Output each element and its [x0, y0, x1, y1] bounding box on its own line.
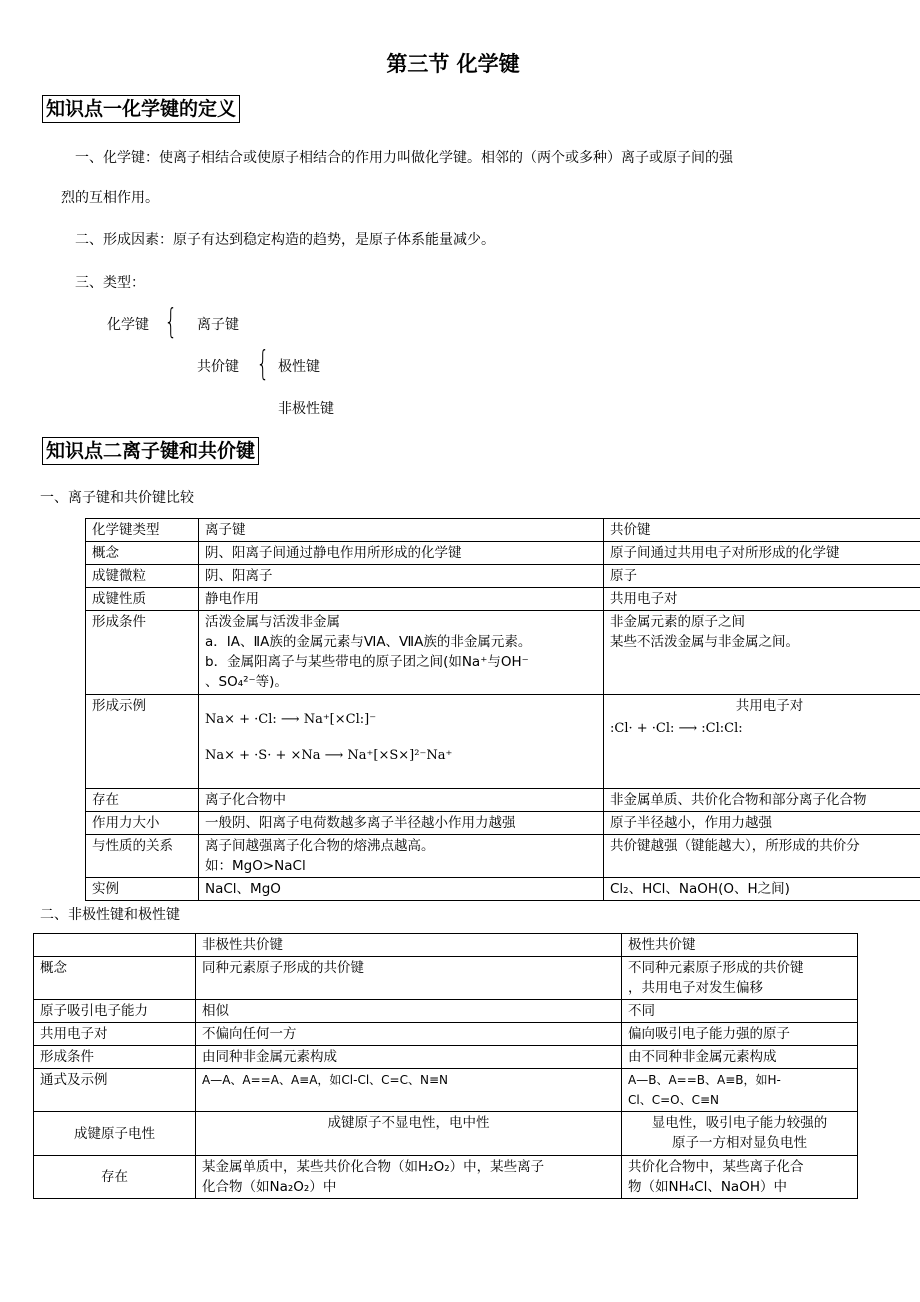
row-label: 作用力大小 [86, 812, 199, 835]
table-row [34, 1000, 858, 1023]
tree-polar: 极性键 [278, 359, 320, 375]
section-heading-1: 知识点一化学键的定义 [42, 95, 240, 123]
row-label: 与性质的关系 [86, 835, 199, 878]
polar-cell: 由不同种非金属元素构成 [622, 1046, 858, 1069]
cell-line: 物（如NH₄Cl、NaOH）中 [628, 1179, 787, 1195]
polar-cell: 偏向吸引电子能力强的原子 [622, 1023, 858, 1046]
header-cell: 共价键 [604, 519, 920, 542]
table-header-row [34, 934, 858, 957]
formula-nacl: Na× + ·Cl: ⟶ Na⁺[×Cl:]⁻ [205, 712, 377, 727]
brace-icon: { [164, 302, 178, 342]
table-row [86, 878, 920, 901]
cell-line: Cl、C=O、C≡N [628, 1093, 720, 1107]
polar-cell [622, 1069, 858, 1112]
paragraph-definition-cont: 烈的互相作用。 [61, 190, 159, 206]
table-row [34, 1023, 858, 1046]
covalent-cell: 共用电子对 [604, 588, 920, 611]
covalent-cell [604, 611, 920, 695]
table-row [34, 957, 858, 1000]
header-cell: 极性共价键 [622, 934, 858, 957]
covalent-cell: Cl₂、HCl、NaOH(O、H之间) [604, 878, 920, 901]
cell-line: ，共用电子对发生偏移 [628, 980, 763, 996]
ionic-cell [199, 835, 604, 878]
nonpolar-cell [196, 1156, 622, 1199]
header-cell [34, 934, 196, 957]
polar-cell [622, 1112, 858, 1156]
cell-line: 显电性，吸引电子能力较强的 [651, 1115, 828, 1131]
paragraph-types: 三、类型： [75, 275, 145, 291]
ionic-cell [199, 611, 604, 695]
tree-root: 化学键 [107, 317, 149, 333]
table-row [86, 565, 920, 588]
row-label: 存在 [86, 789, 199, 812]
page-title: 第三节 化学键 [386, 52, 520, 76]
row-label: 存在 [34, 1156, 196, 1199]
table-row [86, 835, 920, 878]
tree-ionic: 离子键 [197, 317, 239, 333]
table-row [86, 542, 920, 565]
cell-line: 不同种元素原子形成的共价键 [628, 960, 804, 976]
covalent-cell: 原子间通过共用电子对所形成的化学键 [604, 542, 920, 565]
table-row [34, 1156, 858, 1199]
subheading-comparison: 一、离子键和共价键比较 [40, 490, 194, 506]
row-label: 形成条件 [86, 611, 199, 695]
nonpolar-cell: 由同种非金属元素构成 [196, 1046, 622, 1069]
cell-line: 某些不活泼金属与非金属之间。 [610, 634, 799, 650]
cell-line: 共价化合物中，某些离子化合 [628, 1159, 804, 1175]
table-row [86, 789, 920, 812]
row-label: 成键性质 [86, 588, 199, 611]
header-cell: 非极性共价键 [196, 934, 622, 957]
nonpolar-cell: A—A、A==A、A≡A，如Cl-Cl、C=C、N≡N [196, 1069, 622, 1112]
cell-line: A—B、A==B、A≡B，如H- [628, 1073, 781, 1087]
cell-line: 原子一方相对显负电性 [672, 1135, 807, 1151]
covalent-cell: 非金属单质、共价化合物和部分离子化合物 [604, 789, 920, 812]
row-label: 原子吸引电子能力 [34, 1000, 196, 1023]
ionic-cell: 静电作用 [199, 588, 604, 611]
nonpolar-cell: 同种元素原子形成的共价键 [196, 957, 622, 1000]
nonpolar-cell: 不偏向任何一方 [196, 1023, 622, 1046]
cell-line: 化合物（如Na₂O₂）中 [202, 1179, 337, 1195]
polar-cell [622, 1156, 858, 1199]
cell-line: 离子间越强离子化合物的熔沸点越高。 [205, 838, 435, 854]
subheading-polarity: 二、非极性键和极性键 [40, 907, 180, 923]
nonpolar-cell: 成键原子不显电性，电中性 [196, 1112, 622, 1156]
table-row [86, 611, 920, 695]
row-label: 共用电子对 [34, 1023, 196, 1046]
ionic-cell: 一般阴、阳离子电荷数越多离子半径越小作用力越强 [199, 812, 604, 835]
covalent-cell [604, 695, 920, 789]
paragraph-factors: 二、形成因素：原子有达到稳定构造的趋势，是原子体系能量减少。 [75, 232, 495, 248]
polar-cell: 不同 [622, 1000, 858, 1023]
ionic-cell [199, 695, 604, 789]
cell-line: b．金属阳离子与某些带电的原子团之间(如Na⁺与OH⁻ [205, 654, 529, 670]
row-label: 成键微粒 [86, 565, 199, 588]
row-label: 通式及示例 [34, 1069, 196, 1112]
cell-line: 某金属单质中，某些共价化合物（如H₂O₂）中，某些离子 [202, 1159, 545, 1175]
table-row [34, 1046, 858, 1069]
header-cell: 离子键 [199, 519, 604, 542]
table-row [86, 588, 920, 611]
covalent-cell: 原子 [604, 565, 920, 588]
ionic-cell: 离子化合物中 [199, 789, 604, 812]
cell-line: 、SO₄²⁻等)。 [205, 674, 288, 690]
row-label: 形成条件 [34, 1046, 196, 1069]
cell-line: 活泼金属与活泼非金属 [205, 614, 340, 630]
table-row [86, 695, 920, 789]
row-label: 形成示例 [86, 695, 199, 789]
tree-covalent: 共价键 [197, 359, 239, 375]
covalent-cell: 共价键越强（键能越大），所形成的共价分 [604, 835, 920, 878]
formula-cl2: :Cl· + ·Cl: ⟶ :Cl:Cl: [610, 721, 743, 736]
ionic-covalent-table [85, 518, 920, 901]
paragraph-definition: 一、化学键：使离子相结合或使原子相结合的作用力叫做化学键。相邻的（两个或多种）离子或原子间的强 [75, 150, 733, 166]
table-row [34, 1112, 858, 1156]
nonpolar-cell: 相似 [196, 1000, 622, 1023]
row-label: 概念 [86, 542, 199, 565]
shared-pair-label: 共用电子对 [735, 698, 804, 714]
ionic-cell: 阴、阳离子 [199, 565, 604, 588]
cell-line: 非金属元素的原子之间 [610, 614, 745, 630]
cell-line: 如：MgO>NaCl [205, 858, 306, 874]
table-header-row [86, 519, 920, 542]
polar-nonpolar-table [33, 933, 858, 1199]
tree-nonpolar: 非极性键 [278, 401, 334, 417]
polar-cell [622, 957, 858, 1000]
ionic-cell: 阴、阳离子间通过静电作用所形成的化学键 [199, 542, 604, 565]
formula-na2s: Na× + ·S· + ×Na ⟶ Na⁺[×S×]²⁻Na⁺ [205, 748, 453, 763]
table-row [86, 812, 920, 835]
cell-line: a．IA、ⅡA族的金属元素与ⅥA、ⅦA族的非金属元素。 [205, 634, 532, 650]
row-label: 概念 [34, 957, 196, 1000]
header-cell: 化学键类型 [86, 519, 199, 542]
row-label: 实例 [86, 878, 199, 901]
covalent-cell: 原子半径越小，作用力越强 [604, 812, 920, 835]
table-row [34, 1069, 858, 1112]
brace-icon: { [256, 344, 270, 384]
section-heading-2: 知识点二离子键和共价键 [42, 437, 259, 465]
ionic-cell: NaCl、MgO [199, 878, 604, 901]
row-label: 成键原子电性 [34, 1112, 196, 1156]
